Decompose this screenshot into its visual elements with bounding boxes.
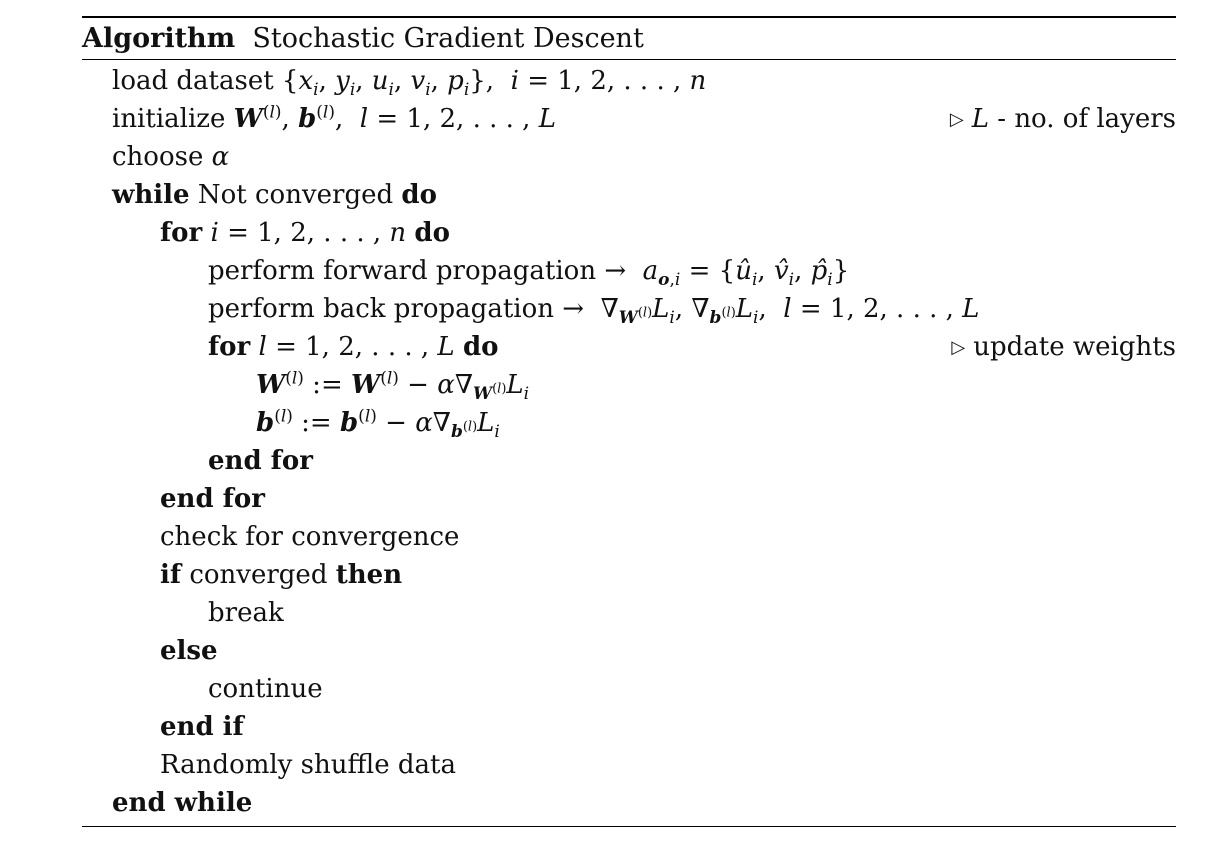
- line-forward-prop: perform forward propagation → $a_{o,i}$ = {$û_i$, $v̂_i$, $p̂_i$}: [208, 256, 850, 291]
- line-back-prop: perform back propagation → $\nabla_{W^{(l)}}L_i$, $\nabla_{b^{(l)}}L_i$, l = 1, 2, . . . , L: [208, 294, 980, 329]
- while-keyword: while: [112, 180, 190, 210]
- algorithm-caption: [82, 20, 644, 58]
- backward-text: perform back propagation: [208, 294, 554, 324]
- do-keyword: do: [462, 332, 499, 362]
- bottom-rule: [82, 826, 1176, 827]
- line-end-while: end while: [112, 788, 253, 818]
- choose-text: choose: [112, 142, 204, 172]
- line-end-if: end if: [160, 712, 244, 742]
- line-for-l: for l = 1, 2, . . . , L do: [208, 332, 499, 362]
- initialize-text: initialize: [112, 104, 226, 134]
- line-while: [112, 176, 437, 214]
- forward-text: perform forward propagation: [208, 256, 597, 286]
- line-end-for-outer: end for: [160, 484, 265, 514]
- for-keyword: for: [160, 218, 203, 248]
- do-keyword: do: [401, 180, 437, 210]
- line-update-b: $b^{(l)}$ := $b^{(l)} - \alpha\nabla_{b^{(l)}}L_i$: [256, 406, 500, 443]
- triangle-icon: ▷: [951, 337, 966, 358]
- comment-layers: ▷ L - no. of layers: [949, 104, 1176, 134]
- line-continue: continue: [208, 674, 323, 704]
- line-else: else: [160, 636, 218, 666]
- line-break: break: [208, 598, 284, 628]
- line-choose-alpha: choose α: [112, 142, 230, 172]
- top-rule: [82, 16, 1176, 18]
- do-keyword: do: [414, 218, 450, 248]
- for-keyword: for: [208, 332, 251, 362]
- line-end-for-inner: end for: [208, 446, 313, 476]
- then-keyword: then: [335, 560, 403, 590]
- caption-rule: [82, 59, 1176, 60]
- comment-update-weights: [951, 328, 1176, 366]
- triangle-icon: ▷: [949, 109, 964, 130]
- line-update-w: $W^{(l)}$ := $W^{(l)} - \alpha\nabla_{W^{(l)}}L_i$: [256, 368, 530, 405]
- line-initialize: initialize $W^{(l)}$, $b^{(l)}$, l = 1, 2, . . . , L: [112, 102, 556, 134]
- line-shuffle: Randomly shuffle data: [160, 750, 457, 780]
- caption-label: Algorithm: [82, 23, 236, 54]
- load-text: load dataset: [112, 66, 274, 96]
- update-comment-text: update weights: [973, 332, 1176, 362]
- if-keyword: if: [160, 560, 182, 590]
- line-check-convergence: check for convergence: [160, 522, 460, 552]
- if-condition: converged: [189, 560, 328, 590]
- line-load-dataset: load dataset {$x_i$, $y_i$, $u_i$, $v_i$, $p_i$}, i = 1, 2, . . . , n: [112, 66, 707, 101]
- while-condition: Not converged: [197, 180, 394, 210]
- algorithm-title: Stochastic Gradient Descent: [252, 23, 644, 54]
- line-for-i: for i = 1, 2, . . . , n do: [160, 218, 450, 248]
- line-if: [160, 556, 402, 594]
